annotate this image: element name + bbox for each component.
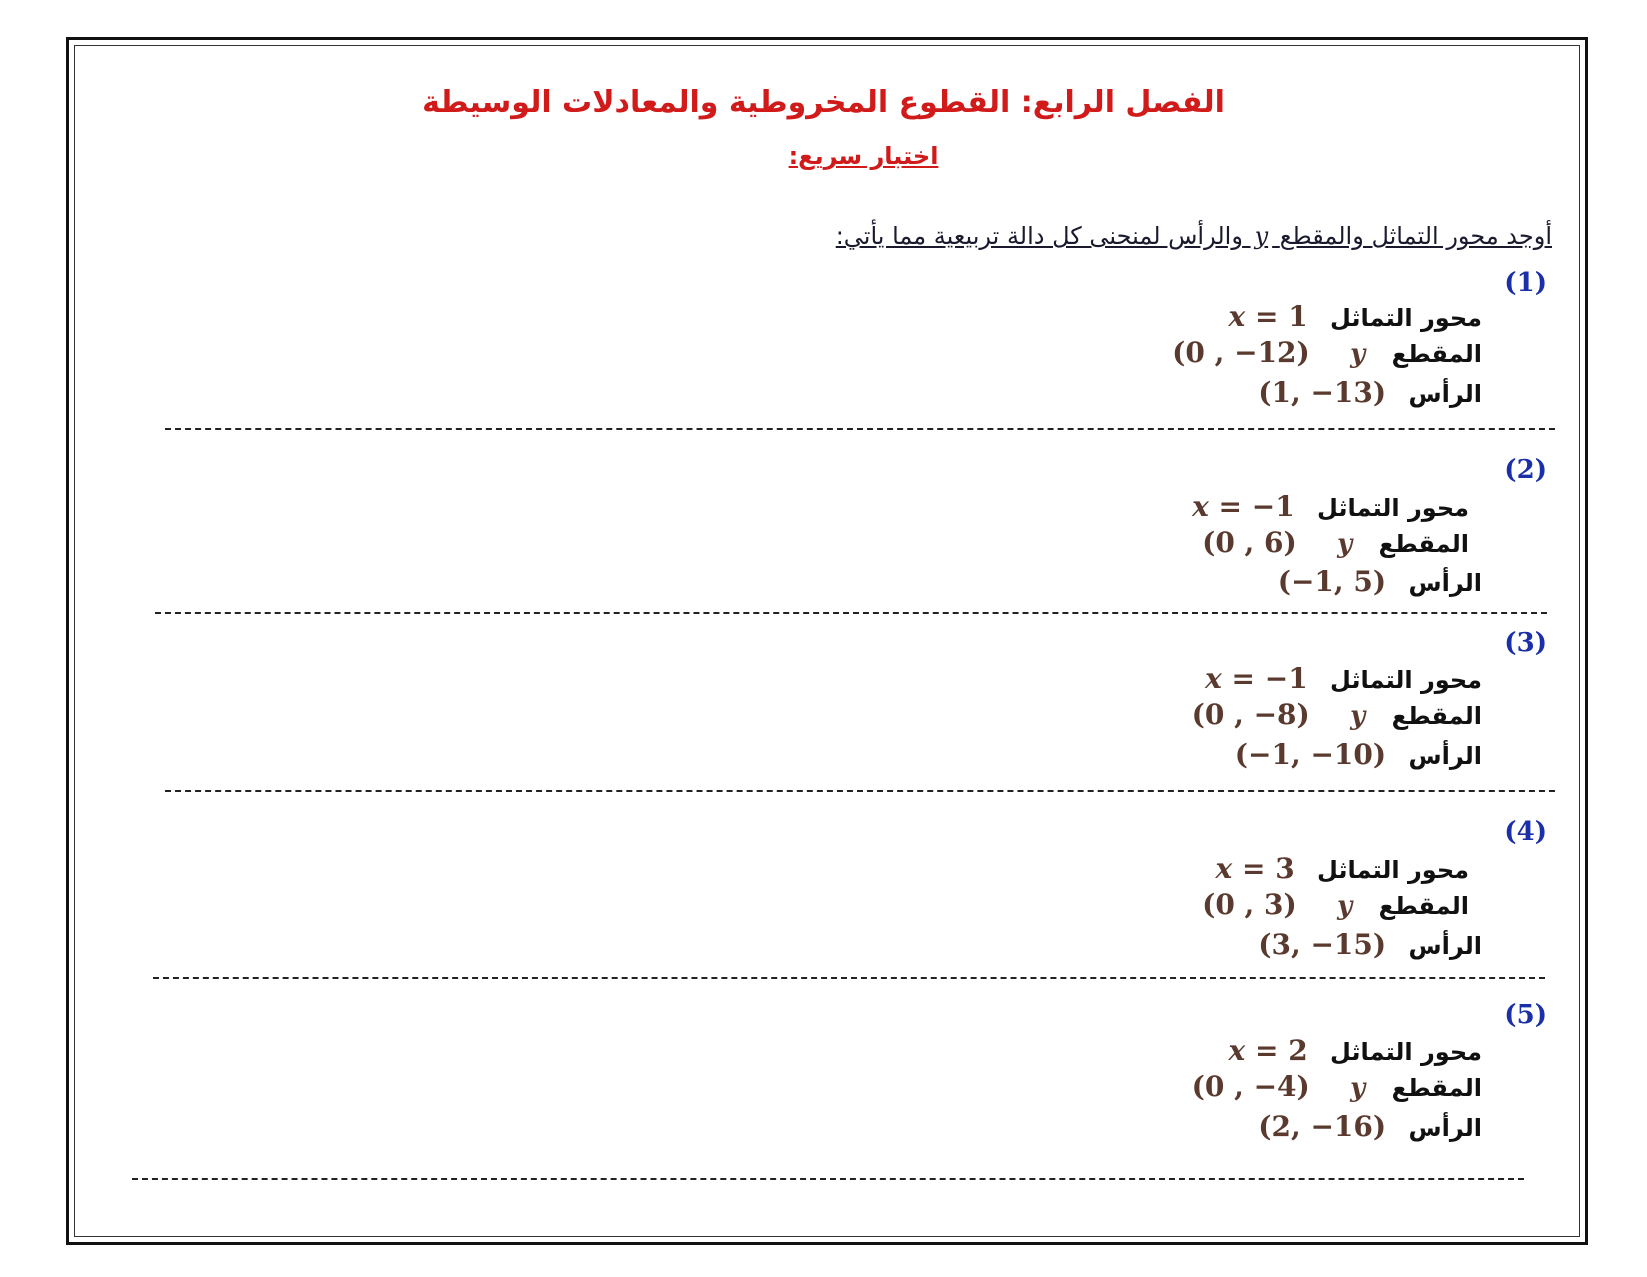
- axis-line: [1229, 300, 1482, 333]
- vertex-line: [1258, 1110, 1482, 1143]
- vertex-line: [1258, 376, 1482, 409]
- axis-value: x = −1: [1205, 662, 1308, 695]
- axis-line: [1192, 490, 1469, 523]
- divider: [153, 977, 1545, 979]
- intercept-var: y: [1350, 1073, 1366, 1103]
- divider: [165, 790, 1555, 792]
- instruction-part2: والرأس لمنحنى كل دالة تربيعية مما يأتي:: [835, 222, 1243, 250]
- axis-label: محور التماثل: [1317, 494, 1469, 522]
- vertex-value: (3, −15): [1258, 928, 1387, 961]
- instruction: [836, 222, 1552, 250]
- vertex-label: الرأس: [1408, 569, 1482, 597]
- vertex-label: الرأس: [1408, 932, 1482, 960]
- axis-label: محور التماثل: [1330, 1038, 1482, 1066]
- divider: [132, 1178, 1524, 1180]
- vertex-line: [1235, 738, 1482, 771]
- intercept-var: y: [1337, 529, 1353, 559]
- intercept-line: [1192, 698, 1482, 731]
- question-number: (5): [1504, 1000, 1547, 1030]
- axis-line: [1205, 662, 1482, 695]
- instruction-var: y: [1254, 222, 1269, 250]
- divider: [155, 612, 1547, 614]
- axis-value: x = −1: [1192, 490, 1295, 523]
- intercept-line: [1192, 1070, 1482, 1103]
- intercept-label: المقطع: [1391, 1074, 1482, 1102]
- question-number: (3): [1504, 628, 1547, 658]
- question-number: (4): [1504, 817, 1547, 847]
- vertex-line: [1278, 565, 1482, 598]
- intercept-var: y: [1337, 891, 1353, 921]
- intercept-value: (0 , −4): [1191, 1070, 1310, 1103]
- axis-label: محور التماثل: [1330, 304, 1482, 332]
- vertex-label: الرأس: [1408, 1114, 1482, 1142]
- axis-line: [1229, 1034, 1482, 1067]
- vertex-value: (1, −13): [1258, 376, 1387, 409]
- axis-value: x = 3: [1215, 852, 1295, 885]
- quiz-subtitle: [0, 142, 1647, 170]
- intercept-label: المقطع: [1391, 702, 1482, 730]
- chapter-title: الفصل الرابع: القطوع المخروطية والمعادلات الوسيطة: [422, 85, 1225, 120]
- intercept-value: (0 , −8): [1191, 698, 1310, 731]
- axis-value: x = 1: [1228, 300, 1308, 333]
- intercept-label: المقطع: [1391, 340, 1482, 368]
- intercept-label: المقطع: [1378, 892, 1469, 920]
- quiz-subtitle-text: اختبار سريع:: [788, 142, 939, 170]
- vertex-label: الرأس: [1408, 380, 1482, 408]
- divider: [165, 428, 1555, 430]
- intercept-var: y: [1350, 339, 1366, 369]
- axis-label: محور التماثل: [1330, 666, 1482, 694]
- vertex-line: [1258, 928, 1482, 961]
- axis-line: [1216, 852, 1469, 885]
- intercept-line: [1172, 336, 1482, 369]
- vertex-value: (−1, 5): [1277, 565, 1387, 598]
- intercept-var: y: [1350, 701, 1366, 731]
- question-number: (1): [1504, 268, 1547, 298]
- intercept-value: (0 , 3): [1202, 888, 1297, 921]
- intercept-value: (0 , 6): [1202, 526, 1297, 559]
- intercept-label: المقطع: [1378, 530, 1469, 558]
- vertex-label: الرأس: [1408, 742, 1482, 770]
- axis-value: x = 2: [1228, 1034, 1308, 1067]
- instruction-part1: أوجد محور التماثل والمقطع: [1279, 222, 1552, 250]
- axis-label: محور التماثل: [1317, 856, 1469, 884]
- intercept-value: (0 , −12): [1172, 336, 1310, 369]
- question-number: (2): [1504, 455, 1547, 485]
- vertex-value: (2, −16): [1258, 1110, 1387, 1143]
- vertex-value: (−1, −10): [1234, 738, 1387, 771]
- intercept-line: [1202, 888, 1469, 921]
- intercept-line: [1202, 526, 1469, 559]
